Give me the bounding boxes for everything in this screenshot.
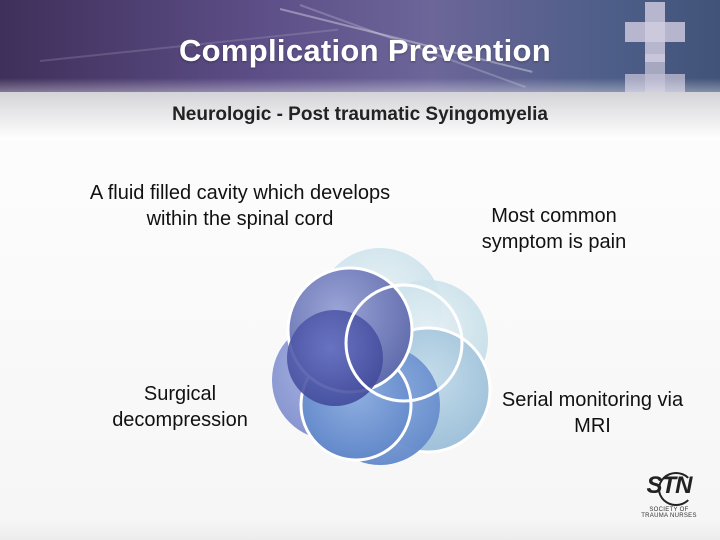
slide-subtitle: Neurologic - Post traumatic Syingomyelia xyxy=(172,104,548,125)
cycle-diagram xyxy=(260,240,500,470)
diagram-circle xyxy=(287,310,383,406)
title-band-glow xyxy=(0,78,720,92)
callout-monitoring: Serial monitoring via MRI xyxy=(501,389,684,437)
logo-text: STN xyxy=(646,472,692,499)
callout-definition: A fluid filled cavity which develops within the spinal cord xyxy=(89,182,391,230)
callout-symptom: Most common symptom is pain xyxy=(481,205,627,253)
title-band xyxy=(0,0,720,92)
stn-logo xyxy=(640,470,698,520)
slide-title: Complication Prevention xyxy=(178,33,552,68)
callout-treatment: Surgical decompression xyxy=(112,383,248,431)
logo-tagline: SOCIETY OF TRAUMA NURSES xyxy=(641,507,697,519)
